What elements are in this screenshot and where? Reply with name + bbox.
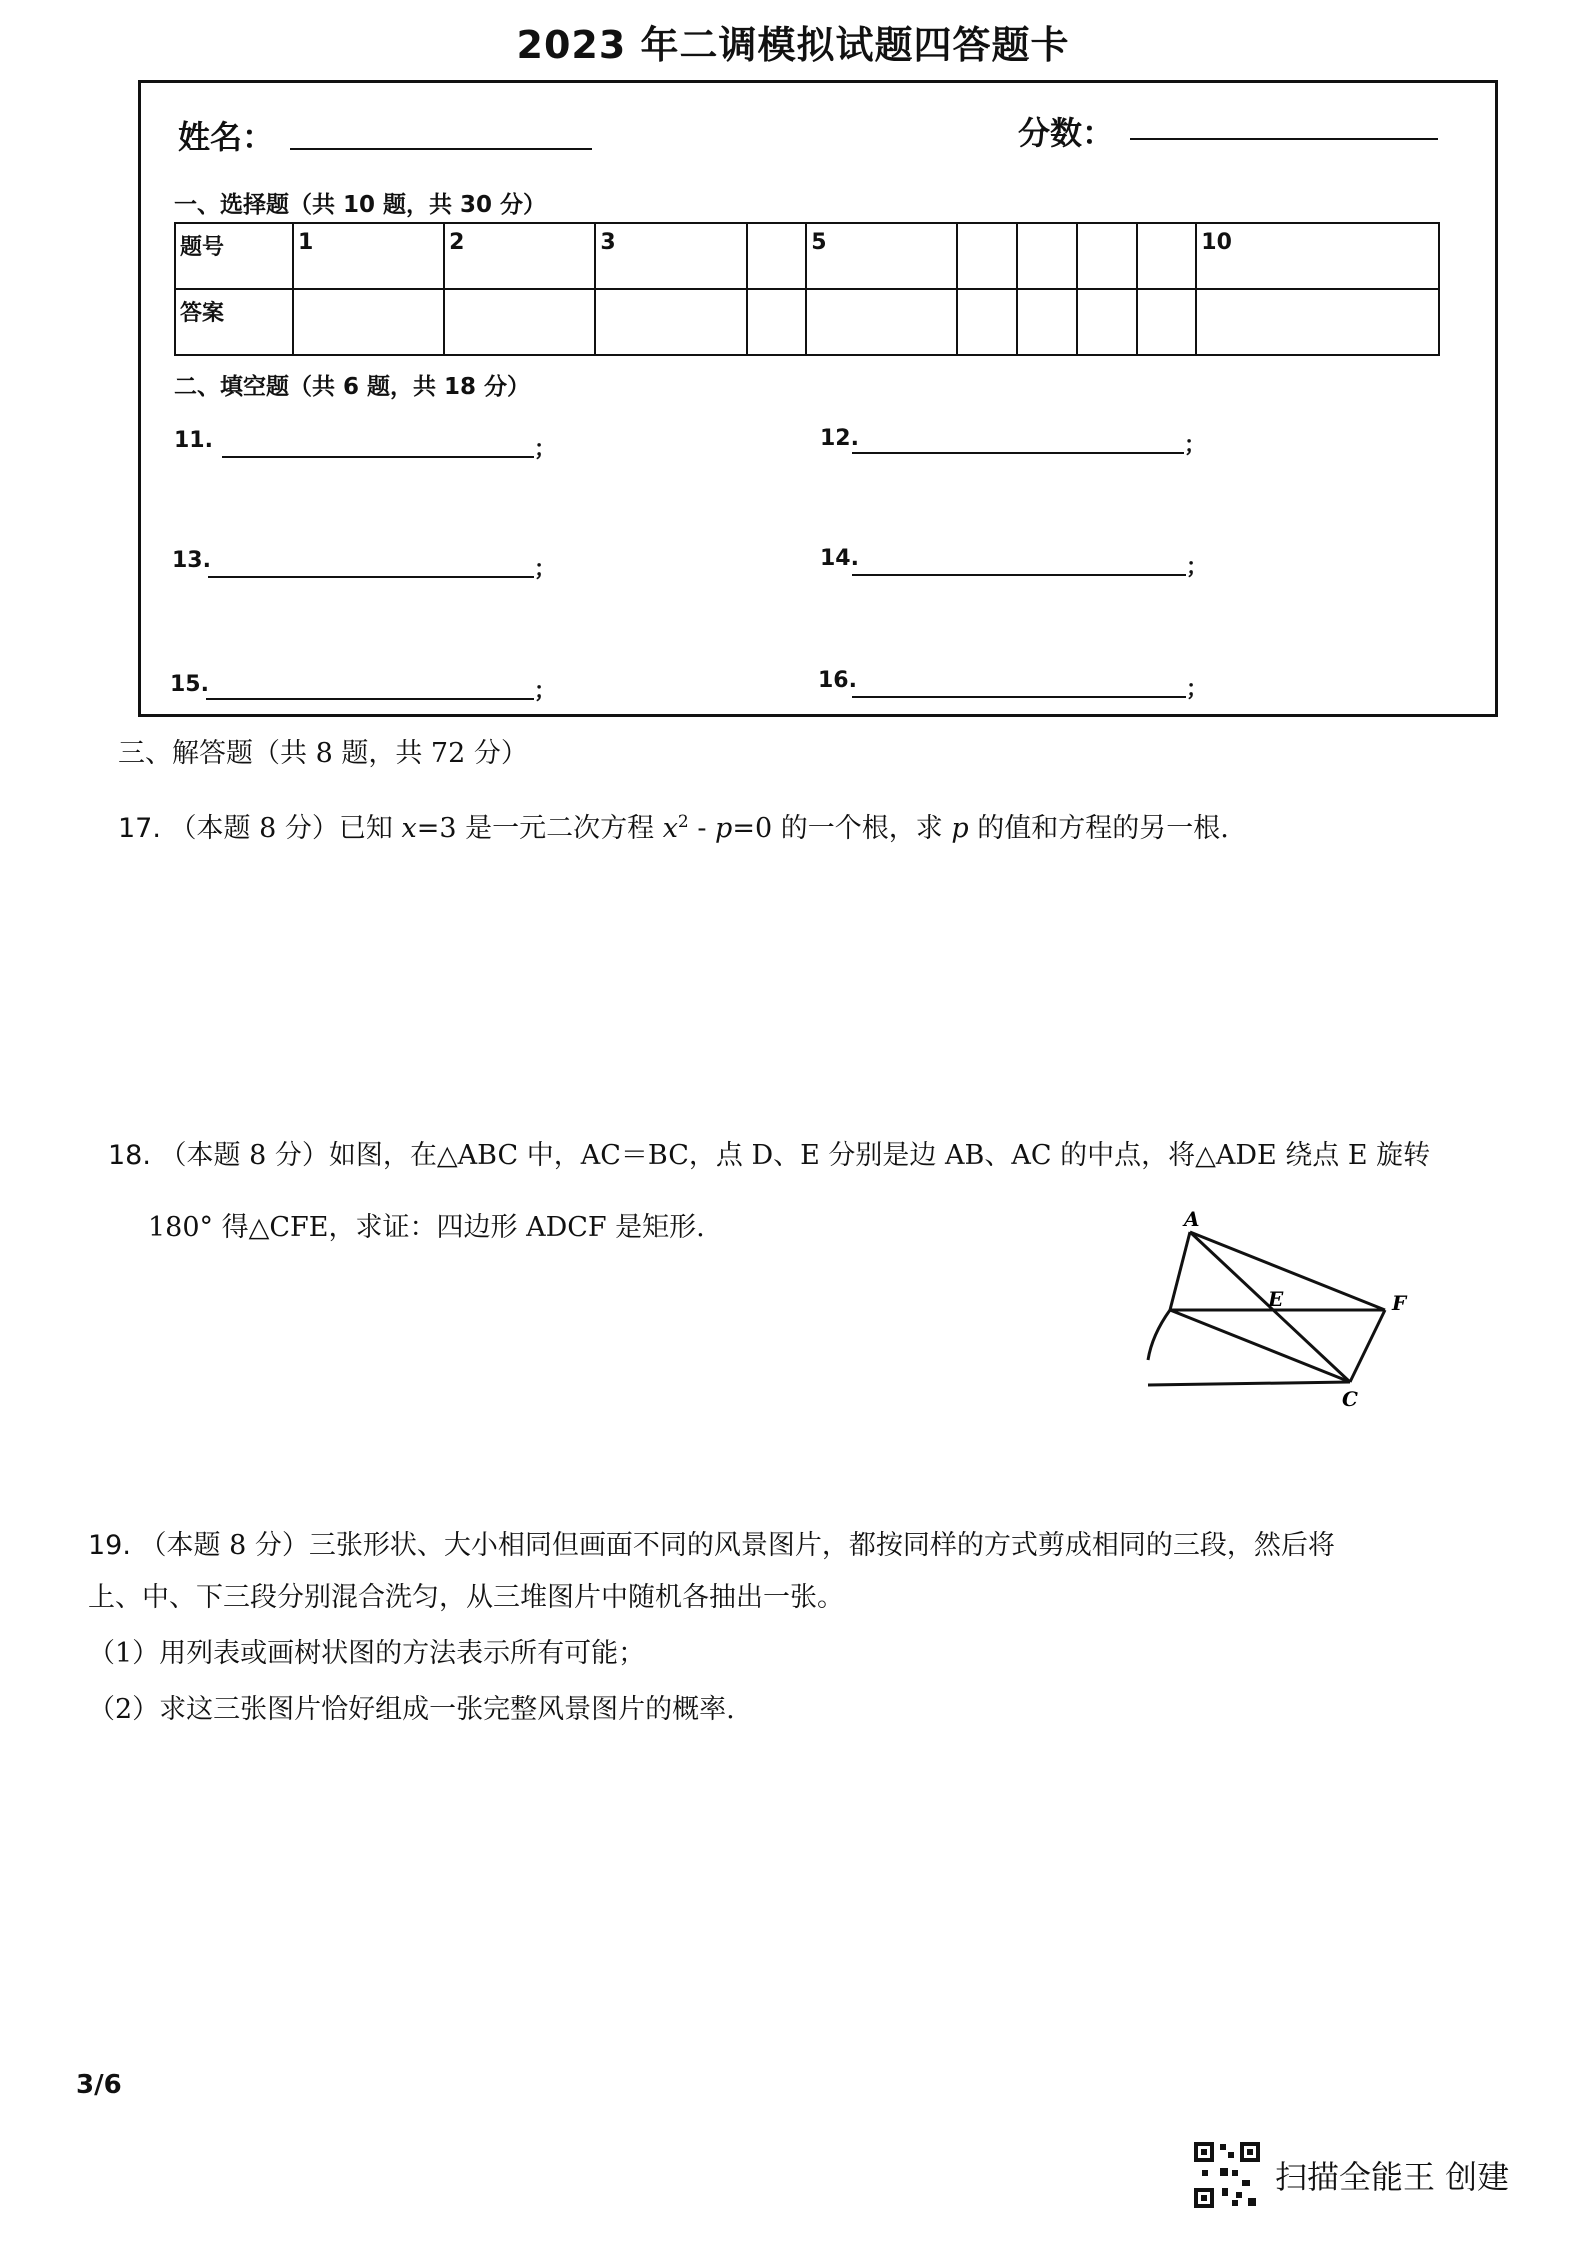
choice-number-7 <box>1017 223 1077 289</box>
blank-label-11: 11. <box>174 428 213 453</box>
answer-cell-10[interactable] <box>1196 289 1439 355</box>
blank-end-16: ； <box>1186 677 1209 702</box>
choice-number-8 <box>1077 223 1137 289</box>
row-label-answer: 答案 <box>175 289 293 355</box>
answer-cell-8[interactable] <box>1077 289 1137 355</box>
segment-AB-arc <box>1148 1310 1170 1360</box>
blank-label-14: 14. <box>820 546 859 571</box>
var-x-2: x <box>662 813 678 844</box>
score-field[interactable] <box>1130 138 1438 140</box>
var-x: x <box>401 813 417 844</box>
question-17-text-3: - <box>688 813 716 844</box>
question-17-points: （本题 8 分） <box>169 813 339 844</box>
section2-heading: 二、填空题（共 6 题，共 18 分） <box>174 374 531 400</box>
question-18-number: 18. <box>108 1140 151 1171</box>
blank-label-15: 15. <box>170 672 209 697</box>
geometry-figure <box>1130 1210 1450 1420</box>
choice-number-1: 1 <box>293 223 444 289</box>
blank-label-16: 16. <box>818 668 857 693</box>
segment-AF <box>1190 1232 1385 1310</box>
question-19-points: （本题 8 分） <box>139 1530 309 1561</box>
question-19-sub1: （1）用列表或画树状图的方法表示所有可能； <box>88 1638 646 1669</box>
blank-end-12: ； <box>1184 433 1207 458</box>
choice-number-3: 3 <box>595 223 746 289</box>
question-18-points: （本题 8 分） <box>159 1140 329 1171</box>
blank-field-13[interactable] <box>208 576 534 578</box>
question-18-line1 <box>108 1136 1430 1176</box>
question-18-line2: 180° 得△CFE，求证：四边形 ADCF 是矩形. <box>148 1212 705 1243</box>
var-p-2: p <box>951 813 969 844</box>
answer-cell-1[interactable] <box>293 289 444 355</box>
blank-end-13: ； <box>534 557 557 582</box>
blank-end-14: ； <box>1186 555 1209 580</box>
choice-answer-table <box>174 222 1440 356</box>
question-17-text-1: 已知 <box>338 813 402 844</box>
table-row-numbers <box>175 223 1439 289</box>
question-19-number: 19. <box>88 1530 131 1561</box>
label-E: E <box>1268 1287 1284 1311</box>
page-number: 3/6 <box>76 2070 122 2100</box>
choice-number-10: 10 <box>1196 223 1439 289</box>
page-title: 2023 年二调模拟试题四答题卡 <box>516 23 1070 67</box>
answer-cell-6[interactable] <box>957 289 1017 355</box>
question-19-sub2: （2）求这三张图片恰好组成一张完整风景图片的概率. <box>88 1694 735 1725</box>
blank-end-15: ； <box>534 679 557 704</box>
blank-end-11: ； <box>534 437 557 462</box>
blank-label-13: 13. <box>172 548 211 573</box>
blank-field-14[interactable] <box>852 574 1186 576</box>
score-label: 分数： <box>1018 114 1115 152</box>
answer-cell-2[interactable] <box>444 289 595 355</box>
label-A: A <box>1184 1210 1200 1231</box>
label-F: F <box>1392 1291 1407 1315</box>
question-19-line1 <box>88 1526 1335 1566</box>
label-C: C <box>1342 1387 1358 1411</box>
answer-cell-4[interactable] <box>747 289 807 355</box>
blank-field-16[interactable] <box>852 696 1186 698</box>
segment-FC <box>1350 1310 1385 1382</box>
name-field[interactable] <box>290 148 592 150</box>
question-17-text-5: 的值和方程的另一根. <box>968 813 1229 844</box>
var-p: p <box>715 813 733 844</box>
segment-base <box>1148 1382 1350 1385</box>
blank-field-15[interactable] <box>206 698 534 700</box>
question-17 <box>118 802 1229 849</box>
section1-heading: 一、选择题（共 10 题，共 30 分） <box>174 192 547 218</box>
name-label: 姓名： <box>178 118 275 156</box>
choice-number-2: 2 <box>444 223 595 289</box>
question-17-text-2: =3 是一元二次方程 <box>416 813 663 844</box>
answer-cell-9[interactable] <box>1137 289 1197 355</box>
qr-code-icon <box>1192 2140 1262 2210</box>
question-19-line2: 上、中、下三段分别混合洗匀，从三堆图片中随机各抽出一张。 <box>88 1582 844 1613</box>
scanner-brand-label: 扫描全能王 创建 <box>1275 2158 1510 2196</box>
segment-DC <box>1170 1310 1350 1382</box>
blank-field-11[interactable] <box>222 456 534 458</box>
choice-number-5: 5 <box>806 223 957 289</box>
question-18-text-1: 如图，在△ABC 中，AC＝BC，点 D、E 分别是边 AB、AC 的中点，将△ADE 绕点 E 旋转 <box>328 1140 1431 1171</box>
choice-number-9 <box>1137 223 1197 289</box>
choice-number-4 <box>747 223 807 289</box>
section3-heading: 三、解答题（共 8 题，共 72 分） <box>118 738 528 769</box>
question-17-text-4: =0 的一个根，求 <box>732 813 952 844</box>
question-19-text-1: 三张形状、大小相同但画面不同的风景图片，都按同样的方式剪成相同的三段，然后将 <box>308 1530 1335 1561</box>
answer-cell-5[interactable] <box>806 289 957 355</box>
table-row-answers <box>175 289 1439 355</box>
choice-number-6 <box>957 223 1017 289</box>
row-label-number: 题号 <box>175 223 293 289</box>
answer-cell-7[interactable] <box>1017 289 1077 355</box>
blank-field-12[interactable] <box>852 452 1184 454</box>
question-17-number: 17. <box>118 813 161 844</box>
exponent: 2 <box>677 812 689 832</box>
segment-AD <box>1170 1232 1190 1310</box>
answer-cell-3[interactable] <box>595 289 746 355</box>
blank-label-12: 12. <box>820 426 859 451</box>
figure-lines <box>1148 1232 1385 1385</box>
